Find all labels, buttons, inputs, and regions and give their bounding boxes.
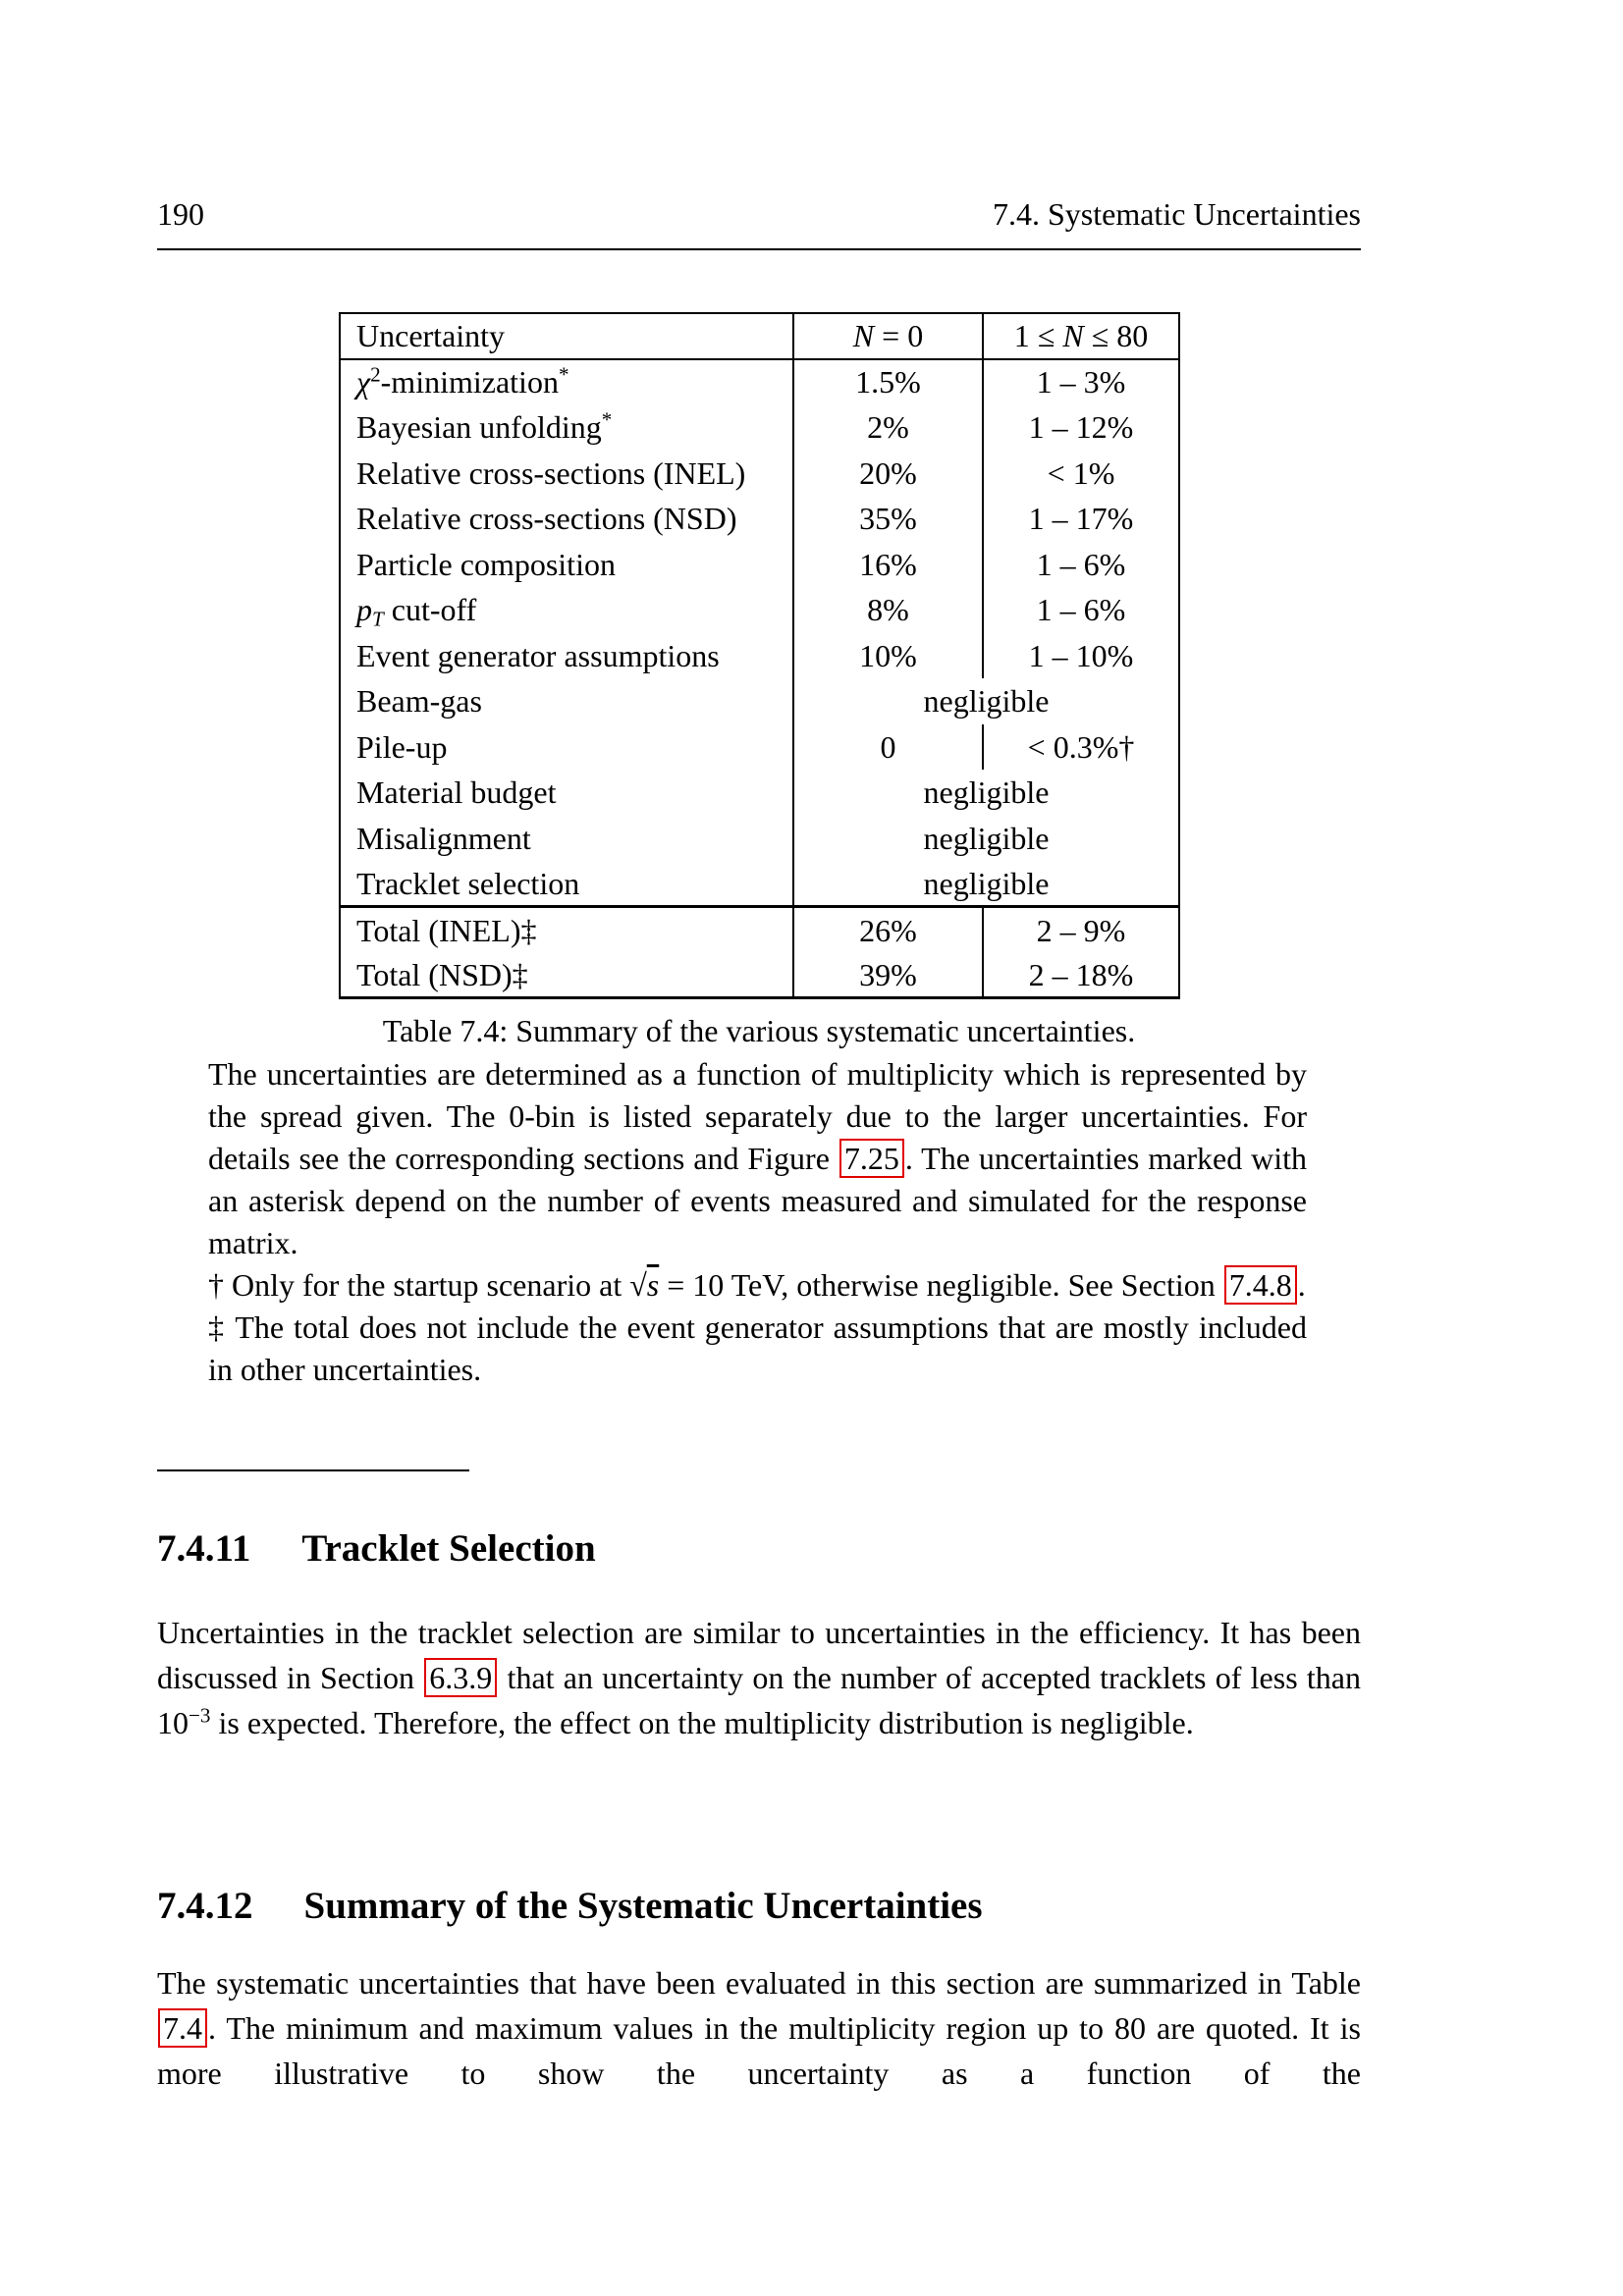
table-cell-n0: [793, 542, 983, 588]
uncertainties-table: [339, 312, 1180, 999]
table-cell-n0: [793, 587, 983, 633]
table-cell-n0: [793, 907, 983, 953]
table-row: [340, 496, 1179, 542]
table-cell-label: [340, 724, 793, 771]
table-cell-n0: [793, 952, 983, 998]
text-segment: 35%: [859, 501, 917, 537]
text-segment: Misalignment: [356, 820, 531, 856]
text-segment: Beam-gas: [356, 683, 482, 720]
text-segment: χ: [356, 364, 371, 400]
text-segment: 1 – 12%: [1028, 409, 1134, 446]
header-rule: [157, 248, 1361, 250]
table-caption: Table 7.4: Summary of the various systematic uncertainties.: [382, 1013, 1136, 1048]
table-cell-label: [340, 587, 793, 633]
text-segment: 1.5%: [855, 364, 921, 400]
table-row: [340, 861, 1179, 907]
ref-link[interactable]: 7.4: [158, 2008, 207, 2048]
ref-link[interactable]: 6.3.9: [424, 1658, 497, 1697]
text-segment: Relative cross-sections (NSD): [356, 501, 737, 537]
table-cell-n-range: [983, 587, 1179, 633]
table-row: [340, 724, 1179, 771]
text-segment: 1 – 10%: [1028, 637, 1134, 673]
table-row: [340, 359, 1179, 405]
table-cell-span: [793, 861, 1179, 907]
text-segment: Pile-up: [356, 728, 448, 765]
table-cell-n-range: [983, 724, 1179, 771]
table-cell-label: [340, 770, 793, 816]
text-segment: 16%: [859, 546, 917, 582]
table-row: [340, 404, 1179, 451]
text-segment: negligible: [923, 820, 1050, 856]
text-segment: s: [646, 1267, 660, 1303]
text-segment: 1 ≤: [1013, 318, 1063, 354]
section-paragraph-summary: [157, 1960, 1361, 2096]
section-number: 7.4.12: [157, 1885, 253, 1927]
table-cell-n0: [793, 359, 983, 405]
table-row: [340, 678, 1179, 724]
text-segment: 2%: [867, 409, 909, 446]
text-segment: √: [629, 1267, 647, 1303]
text-segment: 26%: [859, 912, 917, 948]
footnote-rule: [157, 1469, 469, 1471]
text-segment: negligible: [923, 865, 1050, 901]
section-title: Tracklet Selection: [301, 1527, 596, 1570]
text-segment: ≤ 80: [1083, 318, 1149, 354]
table-header-n0: [793, 313, 983, 359]
section-heading-7-4-11: [157, 1527, 596, 1572]
section-heading-7-4-12: [157, 1885, 983, 1929]
table-cell-label: [340, 907, 793, 953]
text-segment: Total (INEL)‡: [356, 912, 537, 948]
table-header-row: [340, 313, 1179, 359]
text-segment: 1 – 3%: [1036, 364, 1126, 400]
table-cell-label: [340, 678, 793, 724]
text-segment: N: [1062, 318, 1084, 354]
table-cell-label: [340, 451, 793, 497]
caption-note: [208, 1053, 1307, 1264]
section-number: 7.4.11: [157, 1527, 251, 1570]
text-segment: that an uncertainty on the number of accepted tracklets of less than 10: [157, 1660, 1362, 1740]
text-segment: -minimization: [380, 364, 559, 400]
text-segment: . The uncertainties marked with an asterisk depend on the number of events measured and simulated for the response matrix.: [208, 1141, 1308, 1260]
superscript: −3: [189, 1703, 211, 1728]
text-segment: The systematic uncertainties that have been evaluated in this section are summarized in Table: [157, 1965, 1361, 2001]
table-row: [340, 451, 1179, 497]
table-row: [340, 952, 1179, 998]
table-cell-span: [793, 678, 1179, 724]
table-cell-n-range: [983, 451, 1179, 497]
text-segment: p: [356, 592, 372, 628]
table-header-uncertainty: [340, 313, 793, 359]
table-cell-n0: [793, 496, 983, 542]
table-cell-n-range: [983, 404, 1179, 451]
text-segment: = 10 TeV, otherwise negligible. See Section: [659, 1267, 1223, 1303]
running-header: [157, 196, 1361, 233]
table-row: [340, 816, 1179, 862]
running-section-title: 7.4. Systematic Uncertainties: [992, 196, 1361, 232]
table-header-n-range: [983, 313, 1179, 359]
text-segment: 0: [880, 728, 896, 765]
table-cell-n0: [793, 404, 983, 451]
text-segment: 1 – 6%: [1036, 546, 1126, 582]
text-segment: 1 – 17%: [1028, 501, 1134, 537]
ref-link[interactable]: 7.4.8: [1224, 1265, 1297, 1305]
table-caption-notes: [208, 1053, 1307, 1391]
text-segment: Uncertainty: [356, 318, 506, 354]
table-cell-n-range: [983, 359, 1179, 405]
table-row: [340, 587, 1179, 633]
text-segment: Particle composition: [356, 546, 616, 582]
text-segment: ‡ The total does not include the event generator assumptions that are mostly included in other uncertainties.: [208, 1309, 1307, 1387]
table-cell-n-range: [983, 542, 1179, 588]
table-cell-n-range: [983, 633, 1179, 679]
text-segment: 10%: [859, 637, 917, 673]
table-body: [340, 359, 1179, 998]
text-segment: Tracklet selection: [356, 865, 580, 901]
text-segment: . The minimum and maximum values in the multiplicity region up to 80 are quoted. It is more illustrative to show the uncertainty as a function of the: [157, 2010, 1361, 2091]
text-segment: < 1%: [1047, 454, 1115, 491]
table-cell-span: [793, 770, 1179, 816]
caption-note-double-dagger: [208, 1307, 1307, 1391]
table-cell-label: [340, 496, 793, 542]
caption-note-dagger: [208, 1264, 1307, 1307]
superscript: 2: [370, 362, 381, 387]
text-segment: 20%: [859, 454, 917, 491]
text-segment: 1 – 6%: [1036, 592, 1126, 628]
text-segment: Relative cross-sections (INEL): [356, 454, 746, 491]
table-cell-label: [340, 542, 793, 588]
text-segment: cut-off: [383, 592, 477, 628]
table-cell-n-range: [983, 496, 1179, 542]
ref-link[interactable]: 7.25: [839, 1139, 904, 1178]
text-segment: < 0.3%†: [1027, 728, 1135, 765]
text-segment: 2 – 18%: [1028, 956, 1134, 992]
text-segment: Total (NSD)‡: [356, 956, 528, 992]
text-segment: 8%: [867, 592, 909, 628]
text-segment: is expected. Therefore, the effect on the multiplicity distribution is negligible.: [210, 1705, 1194, 1740]
table-cell-n-range: [983, 952, 1179, 998]
text-segment: 2 – 9%: [1036, 912, 1126, 948]
text-segment: † Only for the startup scenario at: [208, 1267, 630, 1303]
text-segment: = 0: [874, 318, 924, 354]
table-cell-label: [340, 952, 793, 998]
text-segment: negligible: [923, 683, 1050, 720]
text-segment: Uncertainties in the tracklet selection are similar to uncertainties in the efficiency. It has been discussed in Section: [157, 1615, 1361, 1695]
text-segment: N: [852, 318, 875, 354]
section-title: Summary of the Systematic Uncertainties: [303, 1885, 983, 1927]
table-cell-label: [340, 816, 793, 862]
superscript: *: [558, 362, 569, 387]
text-segment: 39%: [859, 956, 917, 992]
table-cell-n0: [793, 451, 983, 497]
text-segment: .: [1297, 1267, 1306, 1303]
text-segment: negligible: [923, 774, 1050, 811]
subscript: T: [372, 607, 384, 631]
section-paragraph-tracklet: [157, 1610, 1361, 1745]
table-cell-n-range: [983, 907, 1179, 953]
text-segment: Material budget: [356, 774, 557, 811]
table-cell-span: [793, 816, 1179, 862]
text-segment: Event generator assumptions: [356, 637, 720, 673]
table-cell-label: [340, 404, 793, 451]
text-segment: The uncertainties are determined as a function of multiplicity which is represented by the spread given. The 0-bin is listed separately due to the larger uncertainties. For details see the corresponding sections and Figure: [208, 1056, 1307, 1176]
table-row: [340, 770, 1179, 816]
table-row: [340, 907, 1179, 953]
table-cell-n0: [793, 724, 983, 771]
table-row: [340, 633, 1179, 679]
table-cell-label: [340, 861, 793, 907]
table-cell-n0: [793, 633, 983, 679]
table-row: [340, 542, 1179, 588]
page-number: 190: [157, 196, 204, 232]
superscript: *: [601, 407, 613, 432]
text-segment: Bayesian unfolding: [356, 409, 602, 446]
table-cell-label: [340, 359, 793, 405]
table-cell-label: [340, 633, 793, 679]
